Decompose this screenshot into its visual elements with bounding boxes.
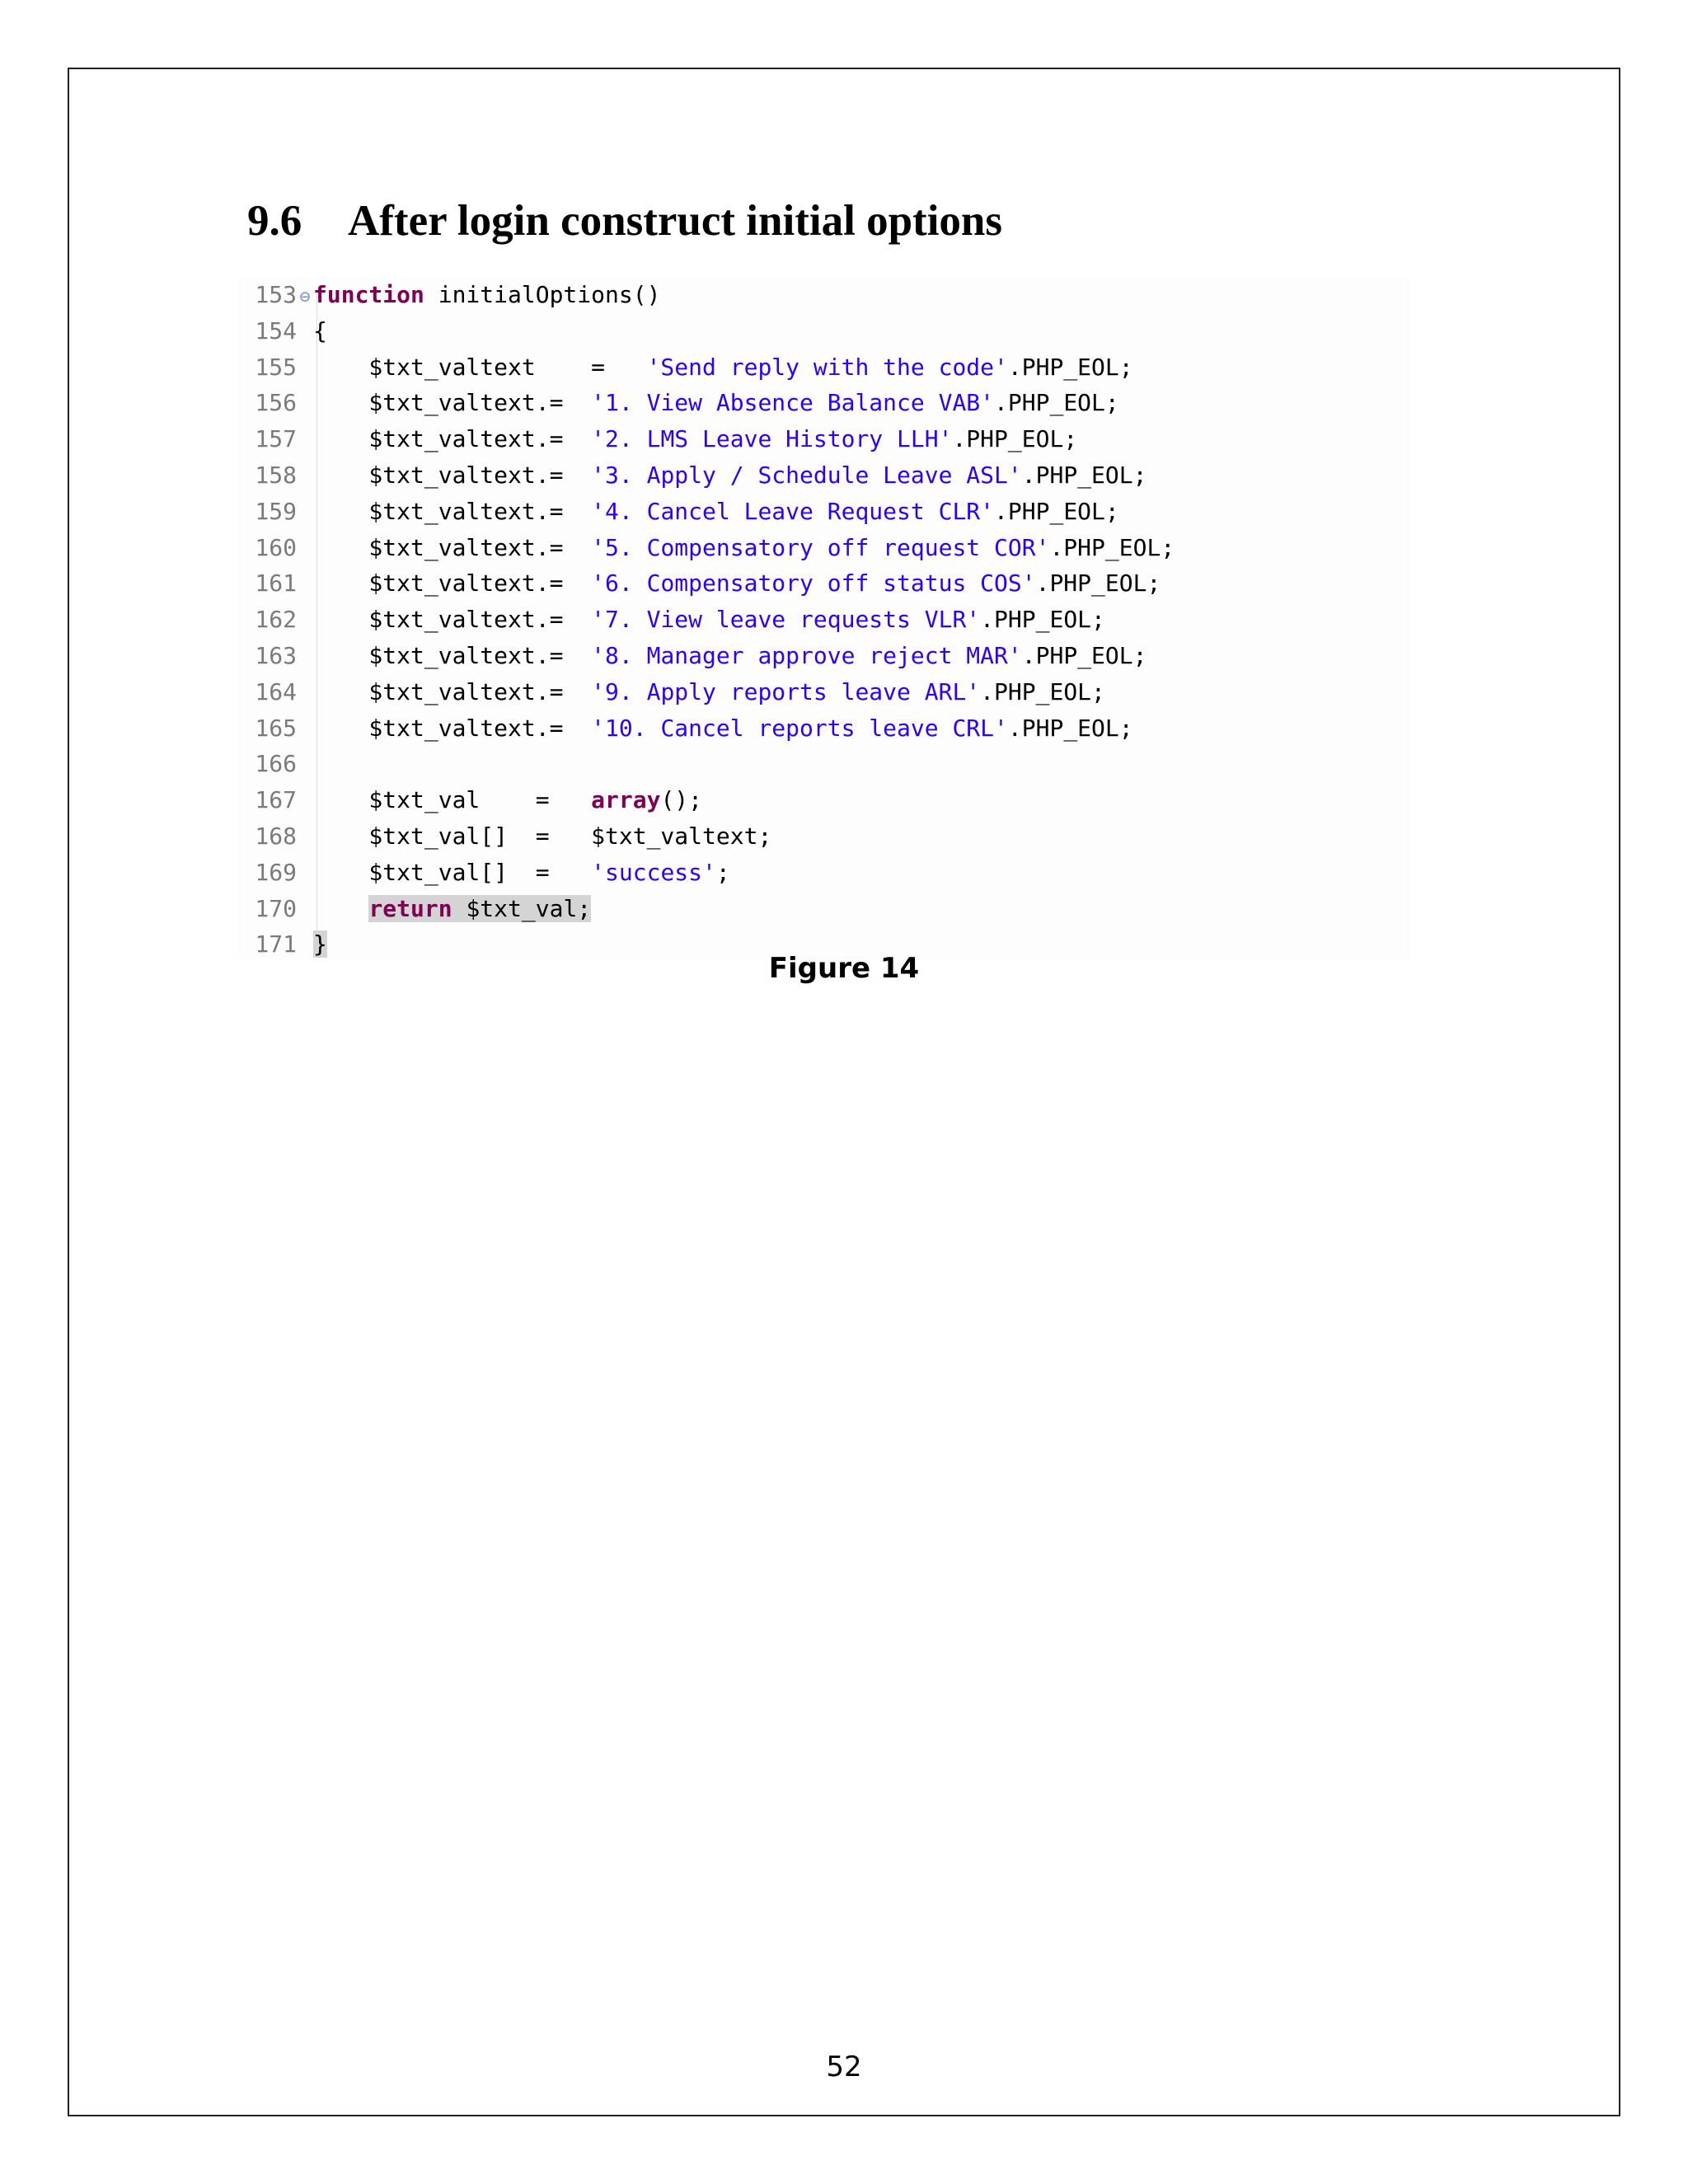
line-number: 155 bbox=[255, 353, 297, 381]
line-number: 154 bbox=[255, 316, 297, 344]
code-text: $txt_valtext = 'Send reply with the code'.PHP_EOL; bbox=[313, 353, 1133, 381]
line-number: 159 bbox=[255, 497, 297, 525]
code-text: $txt_valtext.= '10. Cancel reports leave CRL'.PHP_EOL; bbox=[313, 714, 1133, 742]
code-line bbox=[239, 746, 313, 782]
page-number: 52 bbox=[826, 2050, 862, 2083]
code-text: $txt_valtext.= '1. View Absence Balance VAB'.PHP_EOL; bbox=[313, 389, 1119, 417]
code-text: return $txt_val; bbox=[368, 894, 592, 922]
code-text: $txt_valtext.= '6. Compensatory off status COS'.PHP_EOL; bbox=[313, 569, 1161, 598]
line-number: 168 bbox=[255, 823, 297, 850]
code-line bbox=[239, 782, 702, 818]
line-number: 165 bbox=[255, 714, 297, 742]
code-text: $txt_valtext.= '3. Apply / Schedule Leave ASL'.PHP_EOL; bbox=[313, 462, 1147, 489]
fold-gutter bbox=[297, 496, 313, 532]
fold-gutter bbox=[297, 640, 313, 677]
line-number: 170 bbox=[255, 894, 297, 922]
code-text: $txt_val[] = 'success'; bbox=[313, 858, 730, 886]
code-text: } bbox=[313, 930, 327, 958]
fold-gutter bbox=[297, 748, 313, 785]
code-text: $txt_valtext.= '4. Cancel Leave Request CLR'.PHP_EOL; bbox=[313, 497, 1119, 525]
fold-gutter bbox=[297, 785, 313, 821]
code-text: $txt_val = array(); bbox=[313, 786, 703, 814]
code-line bbox=[239, 638, 1146, 674]
fold-gutter bbox=[297, 604, 313, 640]
code-line bbox=[239, 855, 730, 891]
fold-gutter bbox=[297, 352, 313, 388]
figure-caption: Figure 14 bbox=[768, 952, 920, 985]
fold-gutter bbox=[297, 893, 313, 930]
fold-gutter bbox=[297, 424, 313, 460]
line-number: 164 bbox=[255, 677, 297, 705]
code-line bbox=[239, 530, 1175, 566]
code-line bbox=[239, 891, 591, 927]
fold-gutter bbox=[297, 387, 313, 424]
code-line bbox=[239, 674, 1105, 710]
line-number: 157 bbox=[255, 425, 297, 453]
fold-gutter bbox=[297, 532, 313, 569]
code-line bbox=[239, 421, 1077, 457]
fold-collapse-icon[interactable]: ⊖ bbox=[299, 287, 311, 307]
fold-gutter bbox=[297, 677, 313, 713]
line-number: 167 bbox=[255, 786, 297, 814]
code-text: $txt_valtext.= '7. View leave requests VLR'.PHP_EOL; bbox=[313, 606, 1105, 634]
code-text: function initialOptions() bbox=[313, 281, 661, 308]
line-number: 162 bbox=[255, 606, 297, 634]
code-text: $txt_valtext.= '9. Apply reports leave ARL'.PHP_EOL; bbox=[313, 677, 1105, 705]
line-number: 161 bbox=[255, 569, 297, 598]
fold-gutter bbox=[297, 568, 313, 604]
code-line bbox=[239, 385, 1119, 421]
code-line bbox=[239, 818, 771, 855]
code-text: $txt_valtext.= '8. Manager approve reject MAR'.PHP_EOL; bbox=[313, 642, 1147, 669]
fold-gutter bbox=[297, 316, 313, 352]
fold-gutter bbox=[297, 460, 313, 496]
line-number: 158 bbox=[255, 462, 297, 489]
line-number: 160 bbox=[255, 533, 297, 561]
line-number: 169 bbox=[255, 858, 297, 886]
code-text: { bbox=[313, 316, 327, 344]
section-heading bbox=[247, 196, 1002, 246]
fold-gutter bbox=[297, 713, 313, 749]
code-line bbox=[239, 602, 1105, 638]
code-text: $txt_valtext.= '5. Compensatory off request COR'.PHP_EOL; bbox=[313, 533, 1175, 561]
code-text: $txt_val[] = $txt_valtext; bbox=[313, 823, 772, 850]
code-line bbox=[239, 710, 1133, 747]
fold-gutter bbox=[297, 857, 313, 893]
fold-gutter bbox=[297, 821, 313, 857]
line-number: 156 bbox=[255, 389, 297, 417]
line-number: 163 bbox=[255, 642, 297, 669]
line-number: 166 bbox=[255, 750, 297, 778]
line-number: 171 bbox=[255, 930, 297, 958]
code-editor bbox=[239, 277, 1409, 959]
section-title: After login construct initial options bbox=[348, 197, 1003, 245]
line-number: 153 bbox=[255, 281, 297, 308]
code-text: $txt_valtext.= '2. LMS Leave History LLH'.PHP_EOL; bbox=[313, 425, 1078, 453]
code-line bbox=[239, 565, 1160, 602]
code-line bbox=[239, 313, 327, 349]
section-number: 9.6 bbox=[247, 197, 302, 245]
code-line bbox=[239, 277, 660, 313]
code-line bbox=[239, 494, 1119, 530]
code-line bbox=[239, 349, 1133, 386]
code-line bbox=[239, 457, 1146, 494]
